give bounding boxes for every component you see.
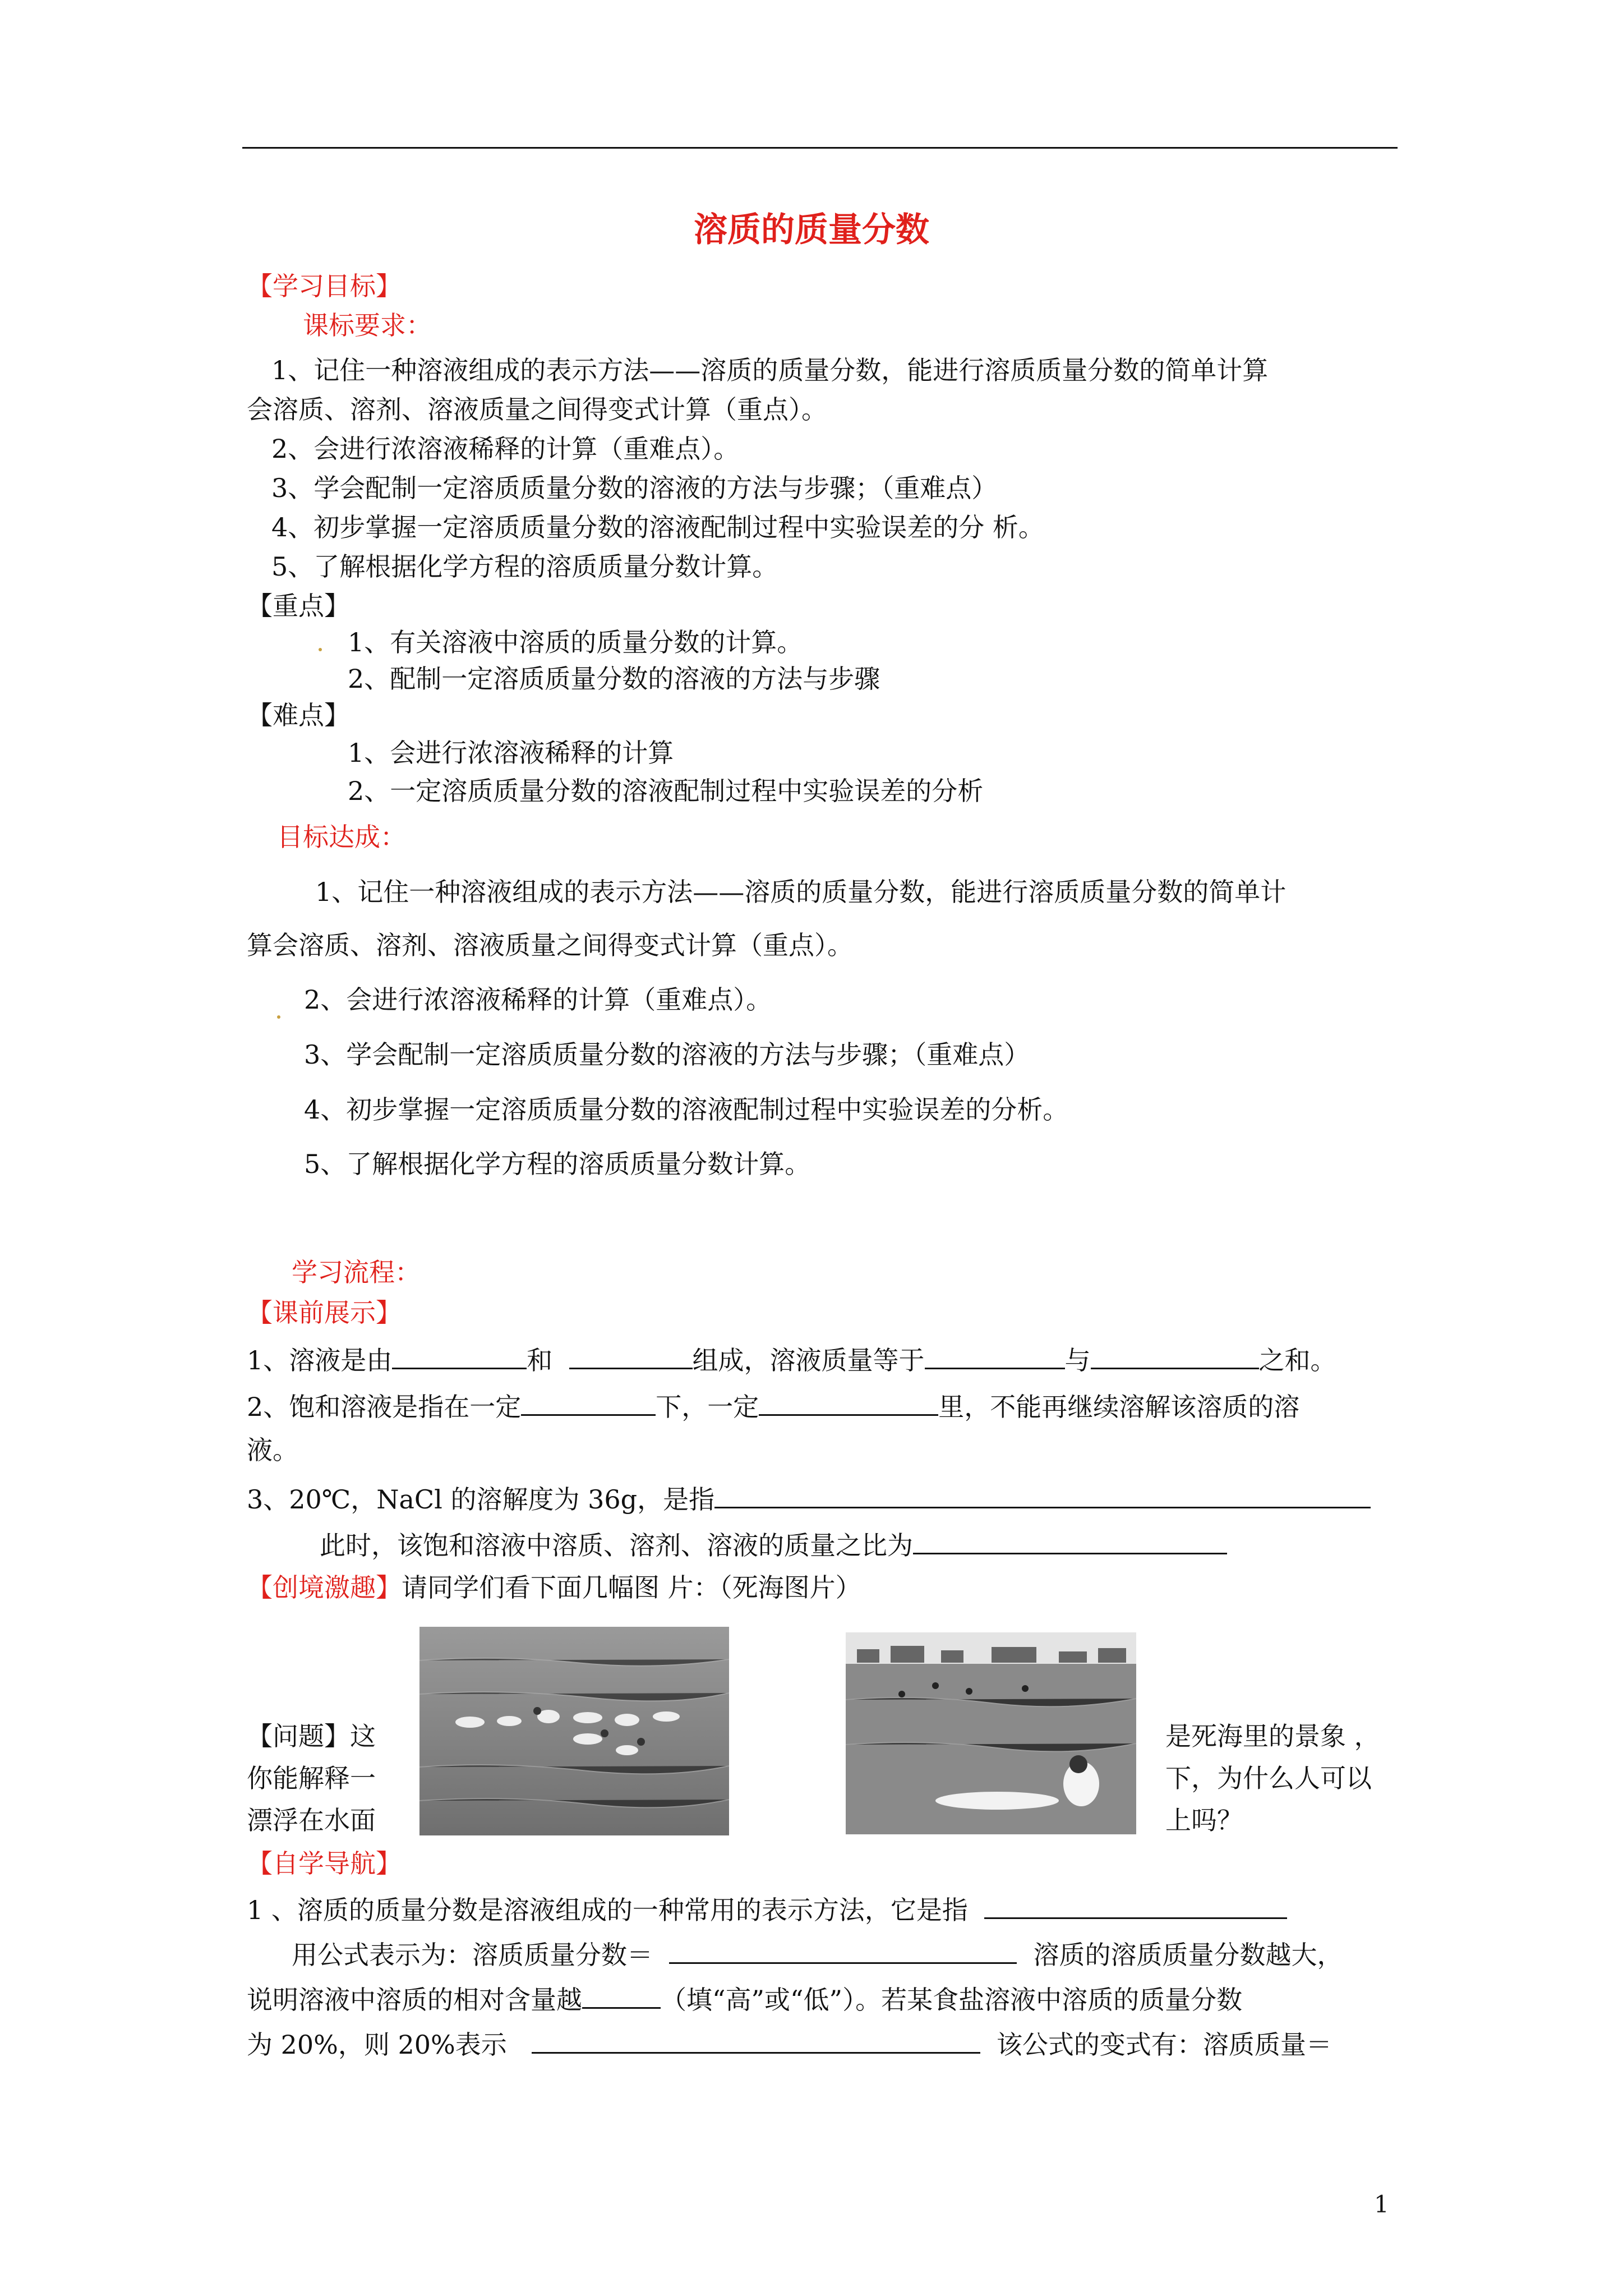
key-point-item: 1、有关溶液中溶质的质量分数的计算。 bbox=[348, 627, 803, 657]
q1-text: 和 bbox=[527, 1345, 553, 1375]
question-1 bbox=[247, 1342, 1336, 1377]
q3-text: 3、20℃，NaCl 的溶解度为 36g，是指 bbox=[247, 1484, 715, 1515]
self-study-heading: 【自学导航】 bbox=[247, 1848, 402, 1879]
achievement-item: 1、记住一种溶液组成的表示方法——溶质的质量分数，能进行溶质质量分数的简单计 bbox=[315, 877, 1287, 907]
problem-line bbox=[247, 1719, 376, 1753]
answer-blank[interactable] bbox=[1091, 1342, 1259, 1369]
difficulty-item: 1、会进行浓溶液稀释的计算 bbox=[348, 738, 674, 768]
question-2-cont: 液。 bbox=[247, 1435, 298, 1465]
answer-blank[interactable] bbox=[532, 2026, 980, 2054]
answer-blank[interactable] bbox=[521, 1388, 656, 1416]
page-title: 溶质的质量分数 bbox=[694, 210, 929, 250]
problem-text: 这 bbox=[350, 1721, 376, 1751]
q1-text: 之和。 bbox=[1258, 1345, 1336, 1375]
q3-text: 此时，该饱和溶液中溶质、溶剂、溶液的质量之比为 bbox=[320, 1530, 913, 1561]
answer-blank[interactable] bbox=[392, 1342, 527, 1369]
goal-item: 3、学会配制一定溶质质量分数的溶液的方法与步骤；（重难点） bbox=[271, 473, 998, 503]
answer-blank[interactable] bbox=[913, 1527, 1227, 1554]
problem-text: 下，为什么人可以 bbox=[1165, 1763, 1372, 1793]
difficulty-item: 2、一定溶质质量分数的溶液配制过程中实验误差的分析 bbox=[348, 776, 984, 806]
achievement-item: 3、学会配制一定溶质质量分数的溶液的方法与步骤；（重难点） bbox=[304, 1039, 1030, 1070]
scenario-heading: 【创境激趣】 bbox=[247, 1572, 402, 1603]
answer-blank[interactable] bbox=[569, 1342, 693, 1369]
q1-text: 组成，溶液质量等于 bbox=[692, 1345, 925, 1375]
dead-sea-photo-right bbox=[846, 1632, 1136, 1834]
problem-text: 是死海里的景象 ， bbox=[1165, 1721, 1380, 1751]
scenario-text: 请同学们看下面几幅图 片：（死海图片） bbox=[402, 1572, 861, 1603]
achievement-label: 目标达成： bbox=[277, 822, 406, 852]
self-study-line bbox=[292, 1936, 1343, 1972]
problem-text: 上吗？ bbox=[1165, 1805, 1243, 1835]
difficulties-heading: 【难点】 bbox=[247, 700, 350, 730]
answer-blank[interactable] bbox=[759, 1388, 938, 1416]
self-study-line bbox=[247, 1892, 1287, 1927]
self-study-text: 溶质的溶质质量分数越大， bbox=[1033, 1940, 1343, 1970]
self-study-text: （填“高”或“低”）。若某食盐溶液中溶质的质量分数 bbox=[661, 1985, 1243, 2015]
dead-sea-photo-left bbox=[419, 1627, 729, 1835]
preview-heading: 【课前展示】 bbox=[247, 1297, 402, 1328]
goal-item: 2、会进行浓溶液稀释的计算（重难点）。 bbox=[271, 434, 740, 464]
q1-text: 1、溶液是由 bbox=[247, 1345, 393, 1375]
goal-item: 4、初步掌握一定溶质质量分数的溶液配制过程中实验误差的分 析。 bbox=[271, 512, 1044, 542]
goal-item: 5、了解根据化学方程的溶质质量分数计算。 bbox=[271, 551, 778, 582]
speck-mark bbox=[277, 1015, 280, 1019]
q1-text: 与 bbox=[1064, 1345, 1091, 1375]
question-2 bbox=[247, 1388, 1299, 1424]
answer-blank[interactable] bbox=[984, 1892, 1287, 1919]
answer-blank[interactable] bbox=[714, 1481, 1371, 1508]
problem-text: 你能解释一 bbox=[247, 1763, 376, 1793]
self-study-text: 该公式的变式有：溶质质量＝ bbox=[996, 2030, 1332, 2060]
q2-text: 2、饱和溶液是指在一定 bbox=[247, 1392, 522, 1422]
achievement-item: 4、初步掌握一定溶质质量分数的溶液配制过程中实验误差的分析。 bbox=[304, 1094, 1069, 1125]
scenario-line bbox=[247, 1571, 861, 1604]
answer-blank[interactable] bbox=[925, 1342, 1065, 1369]
problem-text: 漂浮在水面 bbox=[247, 1805, 376, 1835]
self-study-text: 用公式表示为：溶质质量分数＝ bbox=[292, 1940, 653, 1970]
flow-label: 学习流程： bbox=[292, 1257, 421, 1287]
self-study-text: 说明溶液中溶质的相对含量越 bbox=[247, 1985, 582, 2015]
answer-blank[interactable] bbox=[669, 1936, 1017, 1964]
self-study-text: 为 20%，则 20%表示 bbox=[247, 2030, 507, 2060]
question-3 bbox=[247, 1481, 1371, 1516]
header-rule bbox=[242, 147, 1398, 149]
curriculum-label: 课标要求： bbox=[303, 310, 432, 341]
q2-text: 下，一定 bbox=[656, 1392, 759, 1422]
answer-blank[interactable] bbox=[582, 1981, 661, 2009]
self-study-text: 1 、溶质的质量分数是溶液组成的一种常用的表示方法，它是指 bbox=[247, 1895, 968, 1925]
question-3-cont bbox=[320, 1527, 1227, 1562]
achievement-item: 算会溶质、溶剂、溶液质量之间得变式计算（重点）。 bbox=[247, 930, 853, 960]
speck-mark bbox=[319, 648, 322, 651]
achievement-item: 2、会进行浓溶液稀释的计算（重难点）。 bbox=[304, 984, 772, 1015]
self-study-line bbox=[247, 1981, 1242, 2017]
key-points-heading: 【重点】 bbox=[247, 591, 350, 621]
key-point-item: 2、配制一定溶质质量分数的溶液的方法与步骤 bbox=[348, 664, 880, 694]
q2-text: 里，不能再继续溶解该溶质的溶 bbox=[938, 1392, 1300, 1422]
goals-heading: 【学习目标】 bbox=[247, 271, 402, 301]
goal-item: 会溶质、溶剂、溶液质量之间得变式计算（重点）。 bbox=[247, 394, 827, 425]
problem-heading: 【问题】 bbox=[247, 1721, 350, 1751]
self-study-line bbox=[247, 2026, 1332, 2062]
achievement-item: 5、了解根据化学方程的溶质质量分数计算。 bbox=[304, 1149, 811, 1179]
goal-item: 1、记住一种溶液组成的表示方法——溶质的质量分数，能进行溶质质量分数的简单计算 bbox=[271, 355, 1269, 385]
page-number: 1 bbox=[1374, 2191, 1389, 2218]
